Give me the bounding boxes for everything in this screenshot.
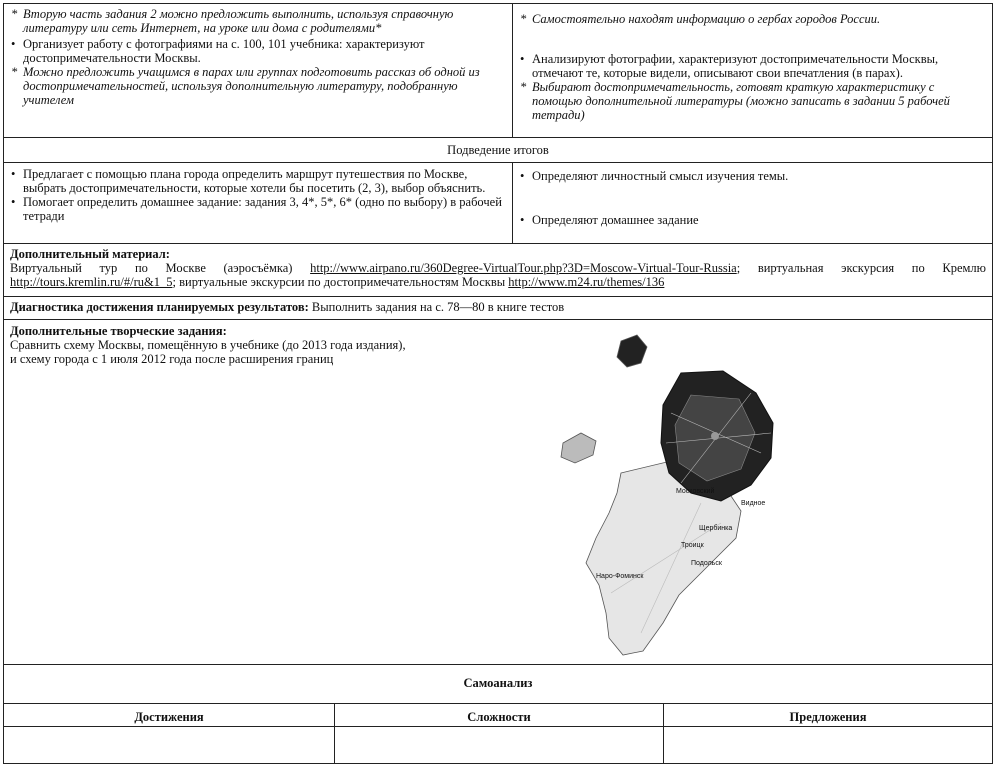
list-item: • Анализируют фотографии, характеризуют достопримечательности Москвы, отмечают те, которые видели, описывают свои впечатления (в парах). <box>520 52 939 80</box>
lesson-plan-page <box>3 3 996 765</box>
creative-tasks-line: и схему города с 1 июля 2012 года после расширения границ <box>10 352 334 366</box>
column-header: Сложности <box>467 710 531 724</box>
map-label: Щербинка <box>699 525 733 532</box>
list-item: * Самостоятельно находят информацию о гербах городов России. <box>520 12 881 26</box>
list-item: • Определяют домашнее задание <box>520 213 699 227</box>
diagnostics-row <box>3 296 993 320</box>
moscow-map-image <box>551 333 801 663</box>
list-item: • Определяют личностный смысл изучения темы. <box>520 169 789 183</box>
list-item: • Предлагает с помощью плана города определить маршрут путешествия по Москве, выбрать достопримечательности, которые хотели бы посетить (2, 3), выбор объяснить. <box>11 167 486 195</box>
summary-student-list <box>519 169 986 227</box>
creative-tasks-row <box>3 319 993 665</box>
summary-row <box>3 162 993 244</box>
additional-material-heading: Дополнительный материал: <box>10 247 170 261</box>
map-label: Подольск <box>691 560 722 567</box>
airpano-link[interactable]: http://www.airpano.ru/360Degree-VirtualTour.php?3D=Moscow-Virtual-Tour-Russia <box>310 261 737 275</box>
column-divider <box>334 727 335 763</box>
summary-student-cell <box>513 163 992 243</box>
summary-teacher-list <box>10 167 506 223</box>
section-title: Самоанализ <box>463 676 533 690</box>
self-analysis-title-row <box>3 664 993 704</box>
summary-teacher-cell <box>4 163 512 243</box>
list-item: • Организует работу с фотографиями на с. 100, 101 учебника: характеризуют достопримечательности Москвы. <box>11 37 425 65</box>
student-activities-cell <box>513 4 992 137</box>
list-item: * Выбирают достопримечательность, готовят краткую характеристику с помощью дополнительной литературы (можно записать в задании 5 рабочей тетради) <box>520 80 950 122</box>
column-header: Предложения <box>789 710 867 724</box>
creative-tasks-heading: Дополнительные творческие задания: <box>10 324 227 338</box>
kremlin-tour-link[interactable]: http://tours.kremlin.ru/#/ru&1_5 <box>10 275 173 289</box>
map-label: Троицк <box>681 542 704 549</box>
list-item: • Помогает определить домашнее задание: задания 3, 4*, 5*, 6* (одно по выбору) в рабочей тетради <box>11 195 502 223</box>
map-label: Видное <box>741 500 766 507</box>
additional-material-text: Виртуальный тур по Москве (аэросъёмка) http://www.airpano.ru/360Degree-VirtualTour.php?3D=Moscow-Virtual-Tour-Russia; виртуальная экскурсия по Кремлю http://tours.kremlin.ru/#/ru&1_5; виртуальные экскурсии по достопримечательностям Москвы http://www.m24.ru/themes/136 <box>10 261 986 289</box>
creative-tasks-line: Сравнить схему Москвы, помещённую в учебнике (до 2013 года издания), <box>10 338 406 352</box>
activities-row <box>3 3 993 138</box>
self-analysis-header-row <box>3 703 993 727</box>
diagnostics-text: Выполнить задания на с. 78—80 в книге тестов <box>308 300 565 314</box>
kremlin-marker <box>711 432 719 440</box>
m24-link[interactable]: http://www.m24.ru/themes/136 <box>508 275 665 289</box>
column-divider <box>663 727 664 763</box>
summary-title-row <box>3 137 993 163</box>
list-item: * Можно предложить учащимся в парах или группах подготовить рассказ об одной из достопримечательностей, используя дополнительную литературу, подобранную учителем <box>11 65 480 107</box>
self-analysis-body-row <box>3 726 993 764</box>
list-item: * Вторую часть задания 2 можно предложить выполнить, используя справочную литературу или сеть Интернет, на уроке или дома с родителями* <box>11 7 454 35</box>
map-label: Московский <box>676 488 715 495</box>
diagnostics-heading: Диагностика достижения планируемых результатов: <box>10 300 309 314</box>
map-label: Наро-Фоминск <box>596 573 644 580</box>
teacher-activities-cell <box>4 4 512 137</box>
section-title: Подведение итогов <box>447 143 549 157</box>
teacher-activities-list <box>10 7 506 107</box>
column-header: Достижения <box>134 710 204 724</box>
student-activities-list <box>519 12 986 122</box>
additional-material-row <box>3 243 993 297</box>
